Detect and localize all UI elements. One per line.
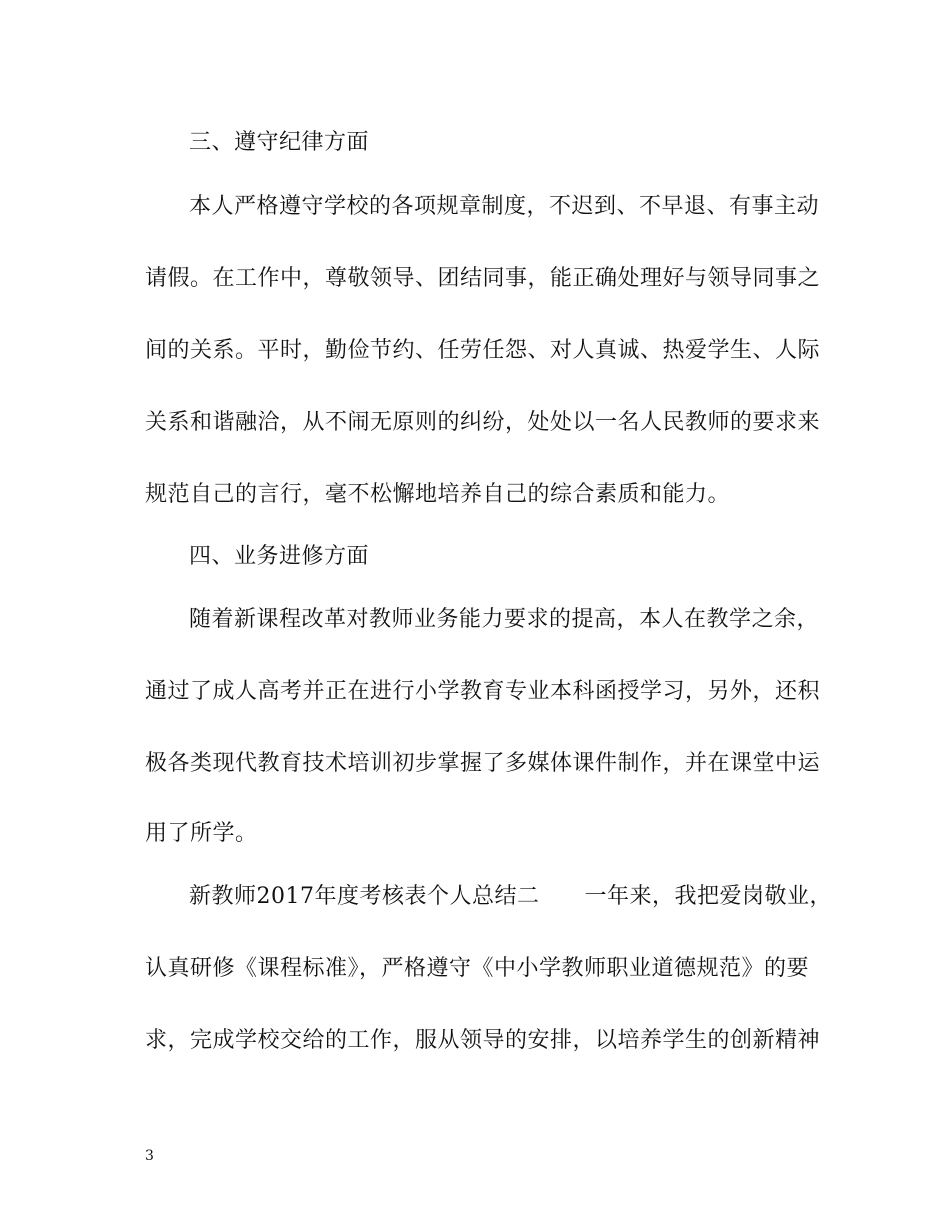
paragraph-line: 极各类现代教育技术培训初步掌握了多媒体课件制作，并在课堂中运 — [145, 751, 821, 776]
section-heading-discipline: 三、遵守纪律方面 — [189, 130, 370, 155]
paragraph-line: 新教师2017年度考核表个人总结二 一年来，我把爱岗敬业， — [189, 884, 832, 909]
paragraph-line: 本人严格遵守学校的各项规章制度，不迟到、不早退、有事主动 — [189, 194, 820, 219]
paragraph-line: 用了所学。 — [145, 821, 258, 846]
paragraph-line: 请假。在工作中，尊敬领导、团结同事，能正确处理好与领导同事之 — [145, 266, 821, 291]
paragraph-line: 关系和谐融洽，从不闹无原则的纠纷，处处以一名人民教师的要求来 — [145, 410, 821, 435]
page-number: 3 — [145, 1148, 154, 1164]
paragraph-line: 间的关系。平时，勤俭节约、任劳任怨、对人真诚、热爱学生、人际 — [145, 338, 821, 363]
section-heading-study: 四、业务进修方面 — [189, 544, 370, 569]
paragraph-line: 求，完成学校交给的工作，服从领导的安排，以培养学生的创新精神 — [145, 1028, 821, 1053]
paragraph-line: 规范自己的言行，毫不松懈地培养自己的综合素质和能力。 — [145, 482, 731, 507]
paragraph-line: 认真研修《课程标准》，严格遵守《中小学教师职业道德规范》的要 — [145, 956, 810, 981]
paragraph-line: 随着新课程改革对教师业务能力要求的提高，本人在教学之余， — [189, 607, 820, 632]
paragraph-line: 通过了成人高考并正在进行小学教育专业本科函授学习，另外，还积 — [145, 679, 821, 704]
